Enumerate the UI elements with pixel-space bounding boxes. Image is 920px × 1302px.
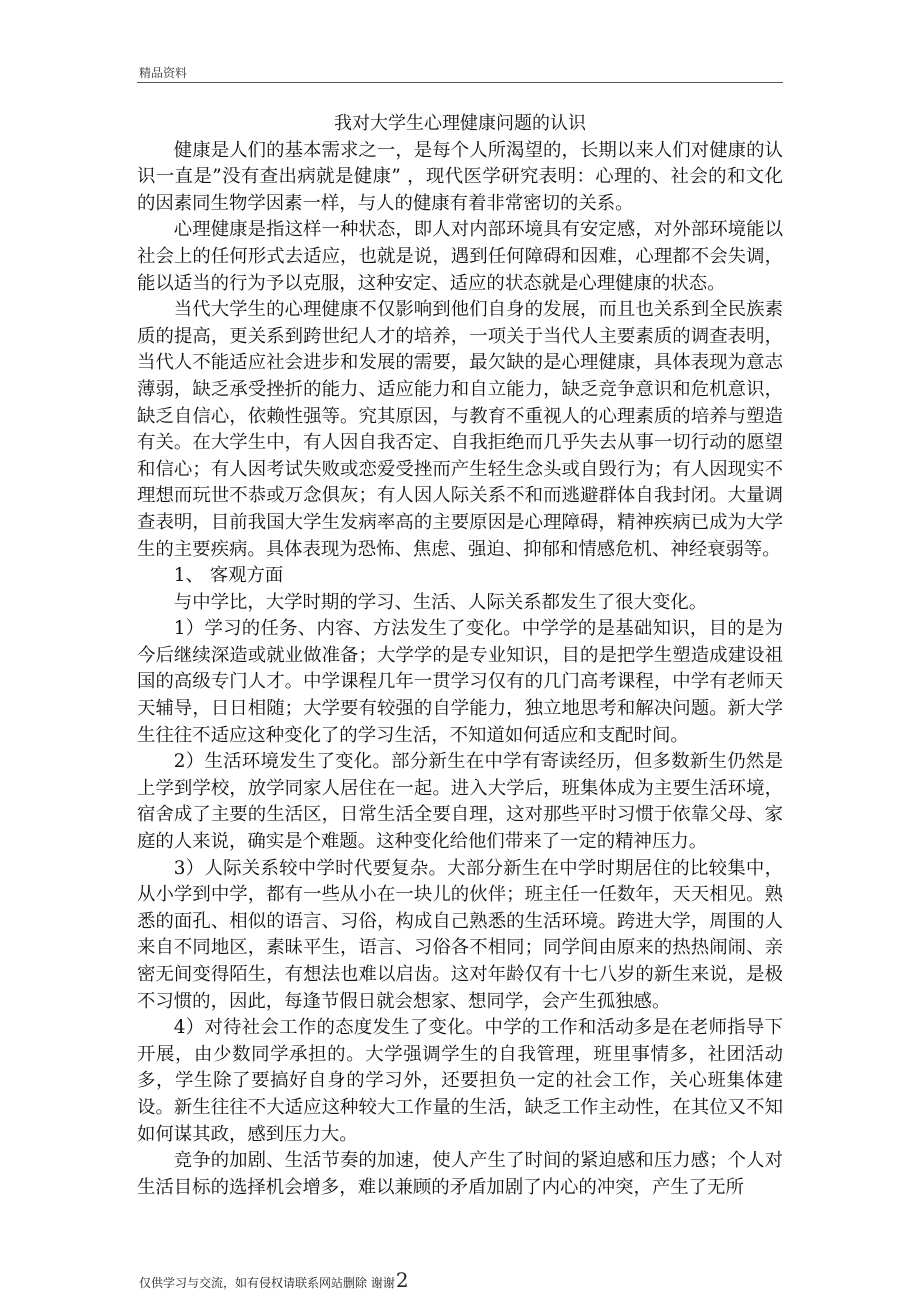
paragraph: 健康是人们的基本需求之一，是每个人所渴望的，长期以来人们对健康的认识一直是”没有查出病就是健康” ，现代医学研究表明：心理的、社会的和文化的因素同生物学因素一样，与人的健康有着非常密切的关系。 xyxy=(137,139,783,214)
paragraph: 4）对待社会工作的态度发生了变化。中学的工作和活动多是在老师指导下开展，由少数同学承担的。大学强调学生的自我管理，班里事情多，社团活动多，学生除了要搞好自身的学习外，还要担负一定的社会工作，关心班集体建设。新生往往不大适应这种较大工作量的生活，缺乏工作主动性，在其位又不知如何谋其政，感到压力大。 xyxy=(137,1017,783,1145)
paragraph: 竞争的加剧、生活节奏的加速，使人产生了时间的紧迫感和压力感；个人对生活目标的选择机会增多，难以兼顾的矛盾加剧了内心的冲突，产生了无所 xyxy=(137,1150,783,1198)
header-divider xyxy=(137,82,783,83)
footer-notice: 仅供学习与交流，如有侵权请联系网站删除 谢谢 xyxy=(139,1276,395,1290)
page-footer xyxy=(139,1268,409,1292)
paragraph: 3）人际关系较中学时代要复杂。大部分新生在中学时期居住的比较集中，从小学到中学，都有一些从小在一块儿的伙伴；班主任一任数年，天天相见。熟悉的面孔、相似的语言、习俗，构成自己熟悉的生活环境。跨进大学，周围的人来自不同地区，素昧平生，语言、习俗各不相同；同学间由原来的热热闹闹、亲密无间变得陌生，有想法也难以启齿。这对年龄仅有十七八岁的新生来说，是极不习惯的，因此，每逢节假日就会想家、想同学，会产生孤独感。 xyxy=(137,857,783,1012)
paragraph: 当代大学生的心理健康不仅影响到他们自身的发展，而且也关系到全民族素质的提高，更关系到跨世纪人才的培养，一项关于当代人主要素质的调查表明，当代人不能适应社会进步和发展的需要，最欠缺的是心理健康，具体表现为意志薄弱，缺乏承受挫折的能力、适应能力和自立能力，缺乏竞争意识和危机意识，缺乏自信心，依赖性强等。究其原因，与教育不重视人的心理素质的培养与塑造有关。在大学生中，有人因自我否定、自我拒绝而几乎失去从事一切行动的愿望和信心；有人因考试失败或恋爱受挫而产生轻生念头或自毁行为；有人因现实不理想而玩世不恭或万念俱灰；有人因人际关系不和而逃避群体自我封闭。大量调查表明，目前我国大学生发病率高的主要原因是心理障碍，精神疾病已成为大学生的主要疾病。具体表现为恐怖、焦虑、强迫、抑郁和情感危机、神经衰弱等。 xyxy=(137,299,783,560)
page-number: 2 xyxy=(395,1268,409,1292)
section-heading: 1、 客观方面 xyxy=(173,565,284,587)
paragraph: 1）学习的任务、内容、方法发生了变化。中学学的是基础知识，目的是为今后继续深造或就业做准备；大学学的是专业知识，目的是把学生塑造成建设祖国的高级专门人才。中学课程几年一贯学习仅有的几门高考课程，中学有老师天天辅导，日日相随；大学要有较强的自学能力，独立地思考和解决问题。新大学生往往不适应这种变化了的学习生活，不知道如何适应和支配时间。 xyxy=(137,618,783,746)
document-title: 我对大学生心理健康问题的认识 xyxy=(334,113,586,134)
paragraph: 与中学比，大学时期的学习、生活、人际关系都发生了很大变化。 xyxy=(173,591,708,613)
paragraph: 2）生活环境发生了变化。部分新生在中学有寄读经历，但多数新生仍然是上学到学校，放学同家人居住在一起。进入大学后，班集体成为主要生活环境，宿舍成了主要的生活区，日常生活全要自理，这对那些平时习惯于依靠父母、家庭的人来说，确实是个难题。这种变化给他们带来了一定的精神压力。 xyxy=(137,751,783,853)
document-body xyxy=(137,111,783,1201)
paragraph: 心理健康是指这样一种状态，即人对内部环境具有安定感，对外部环境能以社会上的任何形式去适应，也就是说，遇到任何障碍和因难，心理都不会失调，能以适当的行为予以克服，这种安定、适应的状态就是心理健康的状态。 xyxy=(137,219,783,294)
page-header-label: 精品资料 xyxy=(139,66,188,80)
